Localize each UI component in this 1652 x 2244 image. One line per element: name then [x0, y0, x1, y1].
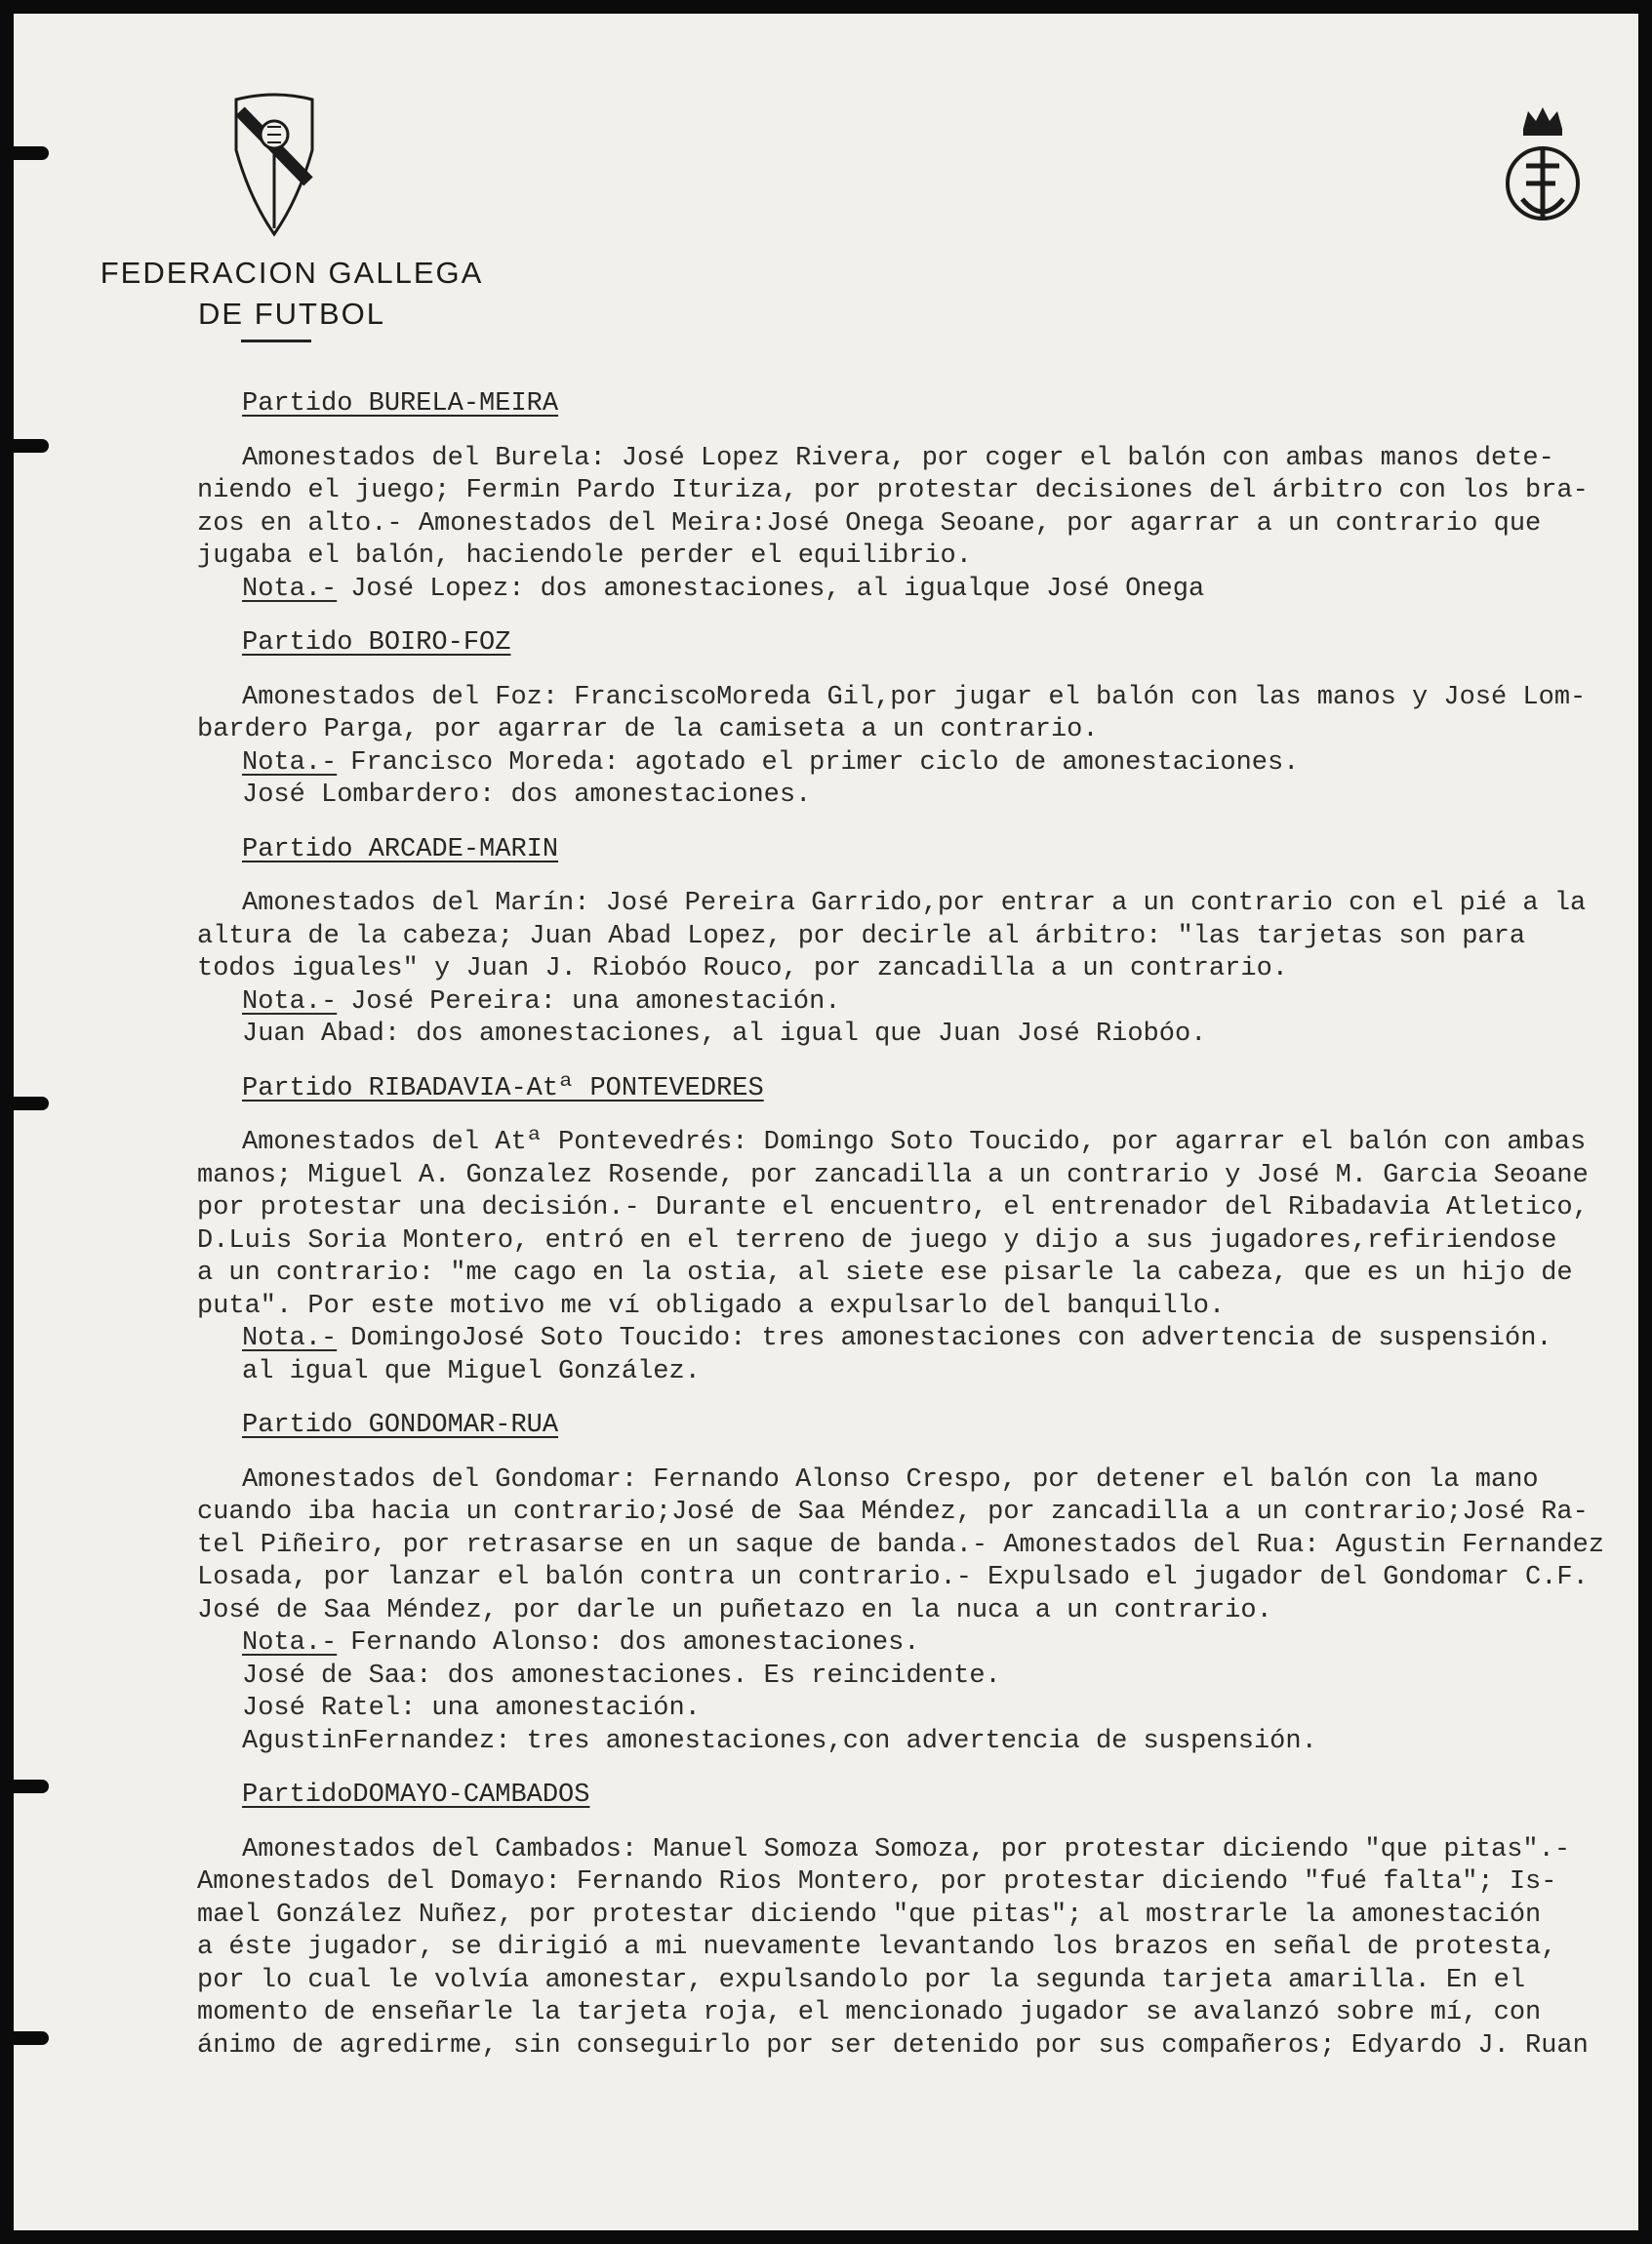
match-notes [242, 986, 1632, 1052]
note-line [242, 574, 1632, 607]
header-divider [241, 340, 311, 342]
match-section [197, 614, 1632, 813]
note-line [242, 1693, 1632, 1726]
organization-line-2: DE FUTBOL [198, 297, 385, 331]
spanish-federation-crown-emblem-icon [1499, 101, 1587, 238]
note-text: José Pereira: una amonestación. [350, 986, 841, 1017]
note-text: José Lopez: dos amonestaciones, al igualque José Onega [350, 574, 1205, 604]
note-label: Nota.- [242, 1324, 338, 1353]
match-notes [242, 574, 1632, 607]
note-text: José de Saa: dos amonestaciones. Es reincidente. [242, 1661, 1001, 1691]
note-line [242, 780, 1632, 813]
binder-hole [14, 1097, 49, 1110]
note-text: al igual que Miguel González. [242, 1356, 701, 1386]
note-line [242, 1726, 1632, 1759]
note-label: Nota.- [242, 986, 338, 1017]
note-line [242, 1323, 1632, 1356]
organization-name [82, 253, 502, 335]
match-title: Partido BURELA-MEIRA [242, 389, 559, 419]
note-text: DomingoJosé Soto Toucido: tres amonestaciones con advertencia de suspensión. [350, 1324, 1552, 1353]
binder-hole [14, 439, 49, 453]
match-title: Partido ARCADE-MARIN [242, 834, 559, 864]
note-text: José Ratel: una amonestación. [242, 1694, 701, 1723]
match-title: Partido RIBADAVIA-Atª PONTEVEDRES [242, 1073, 764, 1103]
binder-hole [14, 1780, 49, 1793]
note-text: Juan Abad: dos amonestaciones, al igual que Juan José Riobóo. [242, 1020, 1207, 1049]
note-line [242, 986, 1632, 1020]
note-line [242, 1019, 1632, 1052]
match-section [197, 375, 1632, 606]
note-text: José Lombardero: dos amonestaciones. [242, 781, 812, 810]
match-notes [242, 1627, 1632, 1758]
note-line [242, 1661, 1632, 1694]
binder-hole [14, 2031, 49, 2045]
match-section [197, 821, 1632, 1052]
document-page [14, 14, 1638, 2230]
organization-line-1: FEDERACION GALLEGA [100, 256, 484, 290]
match-report-paragraph: Amonestados del Foz: FranciscoMoreda Gil,por jugar el balón con las manos y José Lom- bardero Parga, por agarrar de la camiseta a un contrario. [197, 682, 1587, 744]
note-text: AgustinFernandez: tres amonestaciones,con advertencia de suspensión. [242, 1726, 1317, 1756]
note-line [242, 1356, 1632, 1389]
match-report-paragraph: Amonestados del Atª Pontevedrés: Domingo Soto Toucido, por agarrar el balón con ambas manos; Miguel A. Gonzalez Rosende, por zancadilla a un contrario y José M. Garcia Seoane por protestar una decisión.- Durante el encuentro, el entrenador del Ribadavia Atletico, D.Luis Soria Montero, entró en el terreno de juego y dijo a sus jugadores,refiriendose a un contrario: "me cago en la ostia, al siete ese pisarle la cabeza, que es un hijo de puta". Por este motivo me ví obligado a expulsarlo del banquillo. [197, 1128, 1589, 1321]
match-notes [242, 1323, 1632, 1388]
match-report-paragraph: Amonestados del Gondomar: Fernando Alonso Crespo, por detener el balón con la mano cuando iba hacia un contrario;José de Saa Méndez, por zancadilla a un contrario;José Ra- tel Piñeiro, por retrasarse en un saque de banda.- Amonestados del Rua: Agustin Fernandez Losada, por lanzar el balón contra un contrario.- Expulsado el jugador del Gondomar C.F. José de Saa Méndez, por darle un puñetazo en la nuca a un contrario. [197, 1464, 1605, 1625]
note-label: Nota.- [242, 1628, 338, 1658]
note-label: Nota.- [242, 574, 338, 604]
note-label: Nota.- [242, 747, 338, 778]
match-title: Partido GONDOMAR-RUA [242, 1411, 559, 1440]
match-notes [242, 747, 1632, 813]
match-section [197, 1060, 1632, 1389]
match-title: PartidoDOMAYO-CAMBADOS [242, 1781, 590, 1810]
galician-federation-shield-icon [230, 92, 318, 238]
note-text: Fernando Alonso: dos amonestaciones. [350, 1628, 920, 1658]
match-report-paragraph: Amonestados del Cambados: Manuel Somoza Somoza, por protestar diciendo "que pitas".- Amonestados del Domayo: Fernando Rios Montero, por protestar diciendo "fué falta"; Is- mael González Nuñez, por protestar diciendo "que pitas"; al mostrarle la amonestación a éste jugador, se dirigió a mi nuevamente levantando los brazos en señal de protesta, por lo cual le volvía amonestar, expulsandolo por la segunda tarjeta amarilla. En el momento de enseñarle la tarjeta roja, el mencionado jugador se avalanzó sobre mí, con ánimo de agredirme, sin conseguirlo por ser detenido por sus compañeros; Edyardo J. Ruan [197, 1834, 1589, 2061]
match-title: Partido BOIRO-FOZ [242, 628, 511, 658]
binder-hole [14, 146, 49, 160]
note-line [242, 1627, 1632, 1661]
match-report-paragraph: Amonestados del Marín: José Pereira Garrido,por entrar a un contrario con el pié a la altura de la cabeza; Juan Abad Lopez, por decirle al árbitro: "las tarjetas son para todos iguales" y Juan J. Riobóo Rouco, por zancadilla a un contrario. [197, 889, 1587, 983]
note-text: Francisco Moreda: agotado el primer ciclo de amonestaciones. [350, 747, 1300, 778]
match-report-paragraph: Amonestados del Burela: José Lopez Rivera, por coger el balón con ambas manos dete- niendo el juego; Fermin Pardo Ituriza, por protestar decisiones del árbitro con los bra- zos en alto.- Amonestados del Meira:José Onega Seoane, por agarrar a un contrario que jugaba el balón, haciendole perder el equilibrio. [197, 443, 1589, 571]
match-section [197, 1766, 1632, 2063]
match-report-body [197, 375, 1632, 2070]
note-line [242, 747, 1632, 781]
match-section [197, 1396, 1632, 1758]
